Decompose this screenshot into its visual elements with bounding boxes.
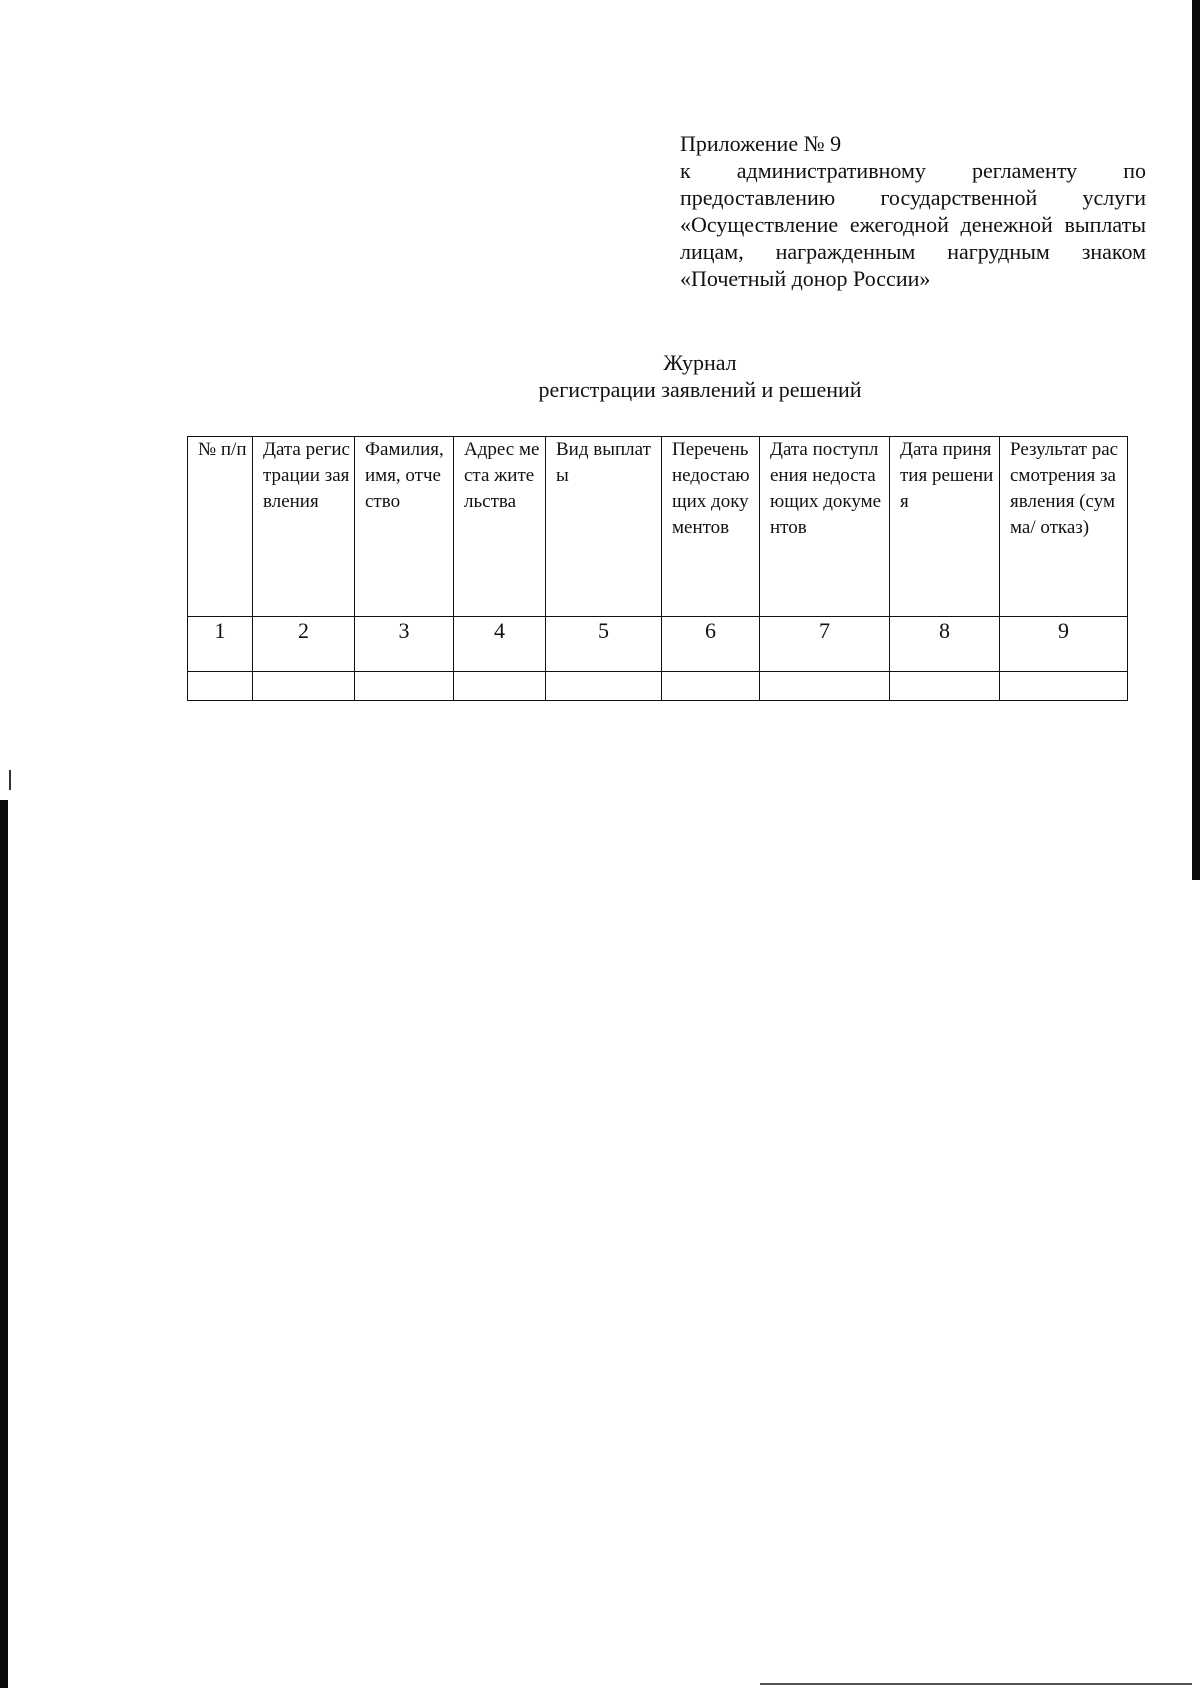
- column-number: 3: [355, 617, 454, 672]
- table-header-row: [188, 437, 1128, 617]
- scan-edge-bottom: [760, 1683, 1192, 1685]
- appendix-body: к административному регламенту по предоставлению государственной услуги «Осуществление ежегодной денежной выплаты лицам, награжденным нагрудным знаком «Почетный донор России»: [680, 158, 1146, 291]
- scan-edge-mark: [9, 770, 11, 790]
- empty-cell: [188, 672, 253, 701]
- header-cell: Вид выплаты: [546, 437, 662, 617]
- header-cell: Адрес места жительства: [454, 437, 546, 617]
- journal-title: Журнал: [663, 350, 737, 375]
- empty-cell: [760, 672, 890, 701]
- scan-edge-left: [0, 800, 8, 1688]
- empty-cell: [662, 672, 760, 701]
- empty-cell: [454, 672, 546, 701]
- appendix-note: [680, 130, 1146, 292]
- column-number: 5: [546, 617, 662, 672]
- header-cell: Результат рассмотрения заявления (сумма/ отказ): [1000, 437, 1128, 617]
- column-number: 8: [890, 617, 1000, 672]
- empty-cell: [253, 672, 355, 701]
- column-number: 9: [1000, 617, 1128, 672]
- header-cell: Перечень недостающих документов: [662, 437, 760, 617]
- header-cell: № п/п: [188, 437, 253, 617]
- table-empty-row: [188, 672, 1128, 701]
- header-cell: Фамилия, имя, отчество: [355, 437, 454, 617]
- column-number: 2: [253, 617, 355, 672]
- header-cell: Дата принятия решения: [890, 437, 1000, 617]
- column-number: 4: [454, 617, 546, 672]
- column-number: 6: [662, 617, 760, 672]
- scan-edge-right: [1192, 0, 1200, 880]
- appendix-title: Приложение № 9: [680, 131, 842, 156]
- column-number: 7: [760, 617, 890, 672]
- header-cell: Дата регистрации заявления: [253, 437, 355, 617]
- empty-cell: [890, 672, 1000, 701]
- column-number: 1: [188, 617, 253, 672]
- empty-cell: [355, 672, 454, 701]
- journal-subtitle: регистрации заявлений и решений: [538, 377, 862, 402]
- table-number-row: [188, 617, 1128, 672]
- empty-cell: [1000, 672, 1128, 701]
- journal-heading: [400, 349, 1000, 403]
- header-cell: Дата поступления недостающих документов: [760, 437, 890, 617]
- journal-table: [187, 436, 1128, 701]
- empty-cell: [546, 672, 662, 701]
